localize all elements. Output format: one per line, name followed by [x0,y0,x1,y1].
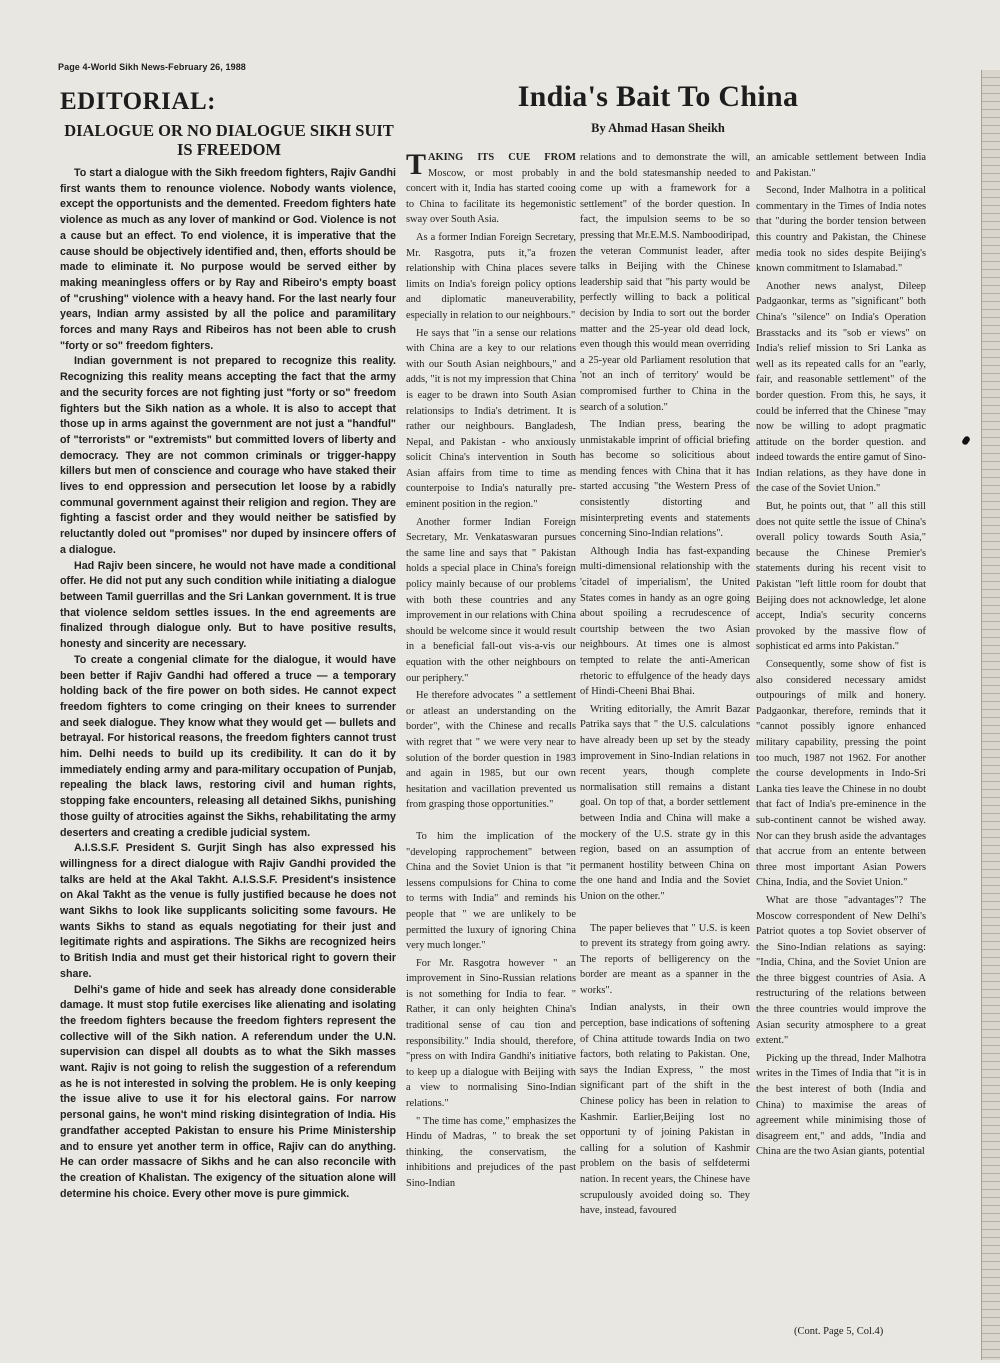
article-paragraph: relations and to demonstrate the will, and the bold statesmanship needed to come up with a framework for a settlement" of the border question. In fact, the impulsion seems to be so pressing that Mr.E.M.S. Namboodiripad, the veteran Communist leader, after talks in Beijing with the Chinese leadership said that "his party would be perfectly willing to back a political decision by India to sort out the border matter and the 25-year old dead lock, even though this would mean overriding a 25-year old Parliament resolution that 'not an inch of territory' would be compromised further to China in the search of a solution." [580,152,750,413]
editorial-paragraph: To start a dialogue with the Sikh freedom fighters, Rajiv Gandhi first wants them to renounce violence. Nobody wants violence, except the opportunists and the demented. Freedom fighters hate violence as much as any lover of mankind or God. Violence is not a cause but an effect. To end violence, it is imperative that the cause should be objectively identified and, then, efforts should be made to eliminate it. No purpose would be served either by making meaningless offers or by Ray and Ribeiro's empty boast of "crushing" violence with a heavy hand. For the last nearly four years, Indian army assisted by all the police and paramilitary forces and many Rays and Ribeiros has not been able to crush "forty or so" freedom fighters. [60,167,396,352]
editorial-paragraph: Indian government is not prepared to recognize this reality. Recognizing this reality means accepting the fact that the army and the security forces are not fighting just "forty or so" freedom fighters but the Sikh nation as a whole. It is also to accept that those up in arms against the government are not just a "handful" of "terrorists" or "extremists" but committed lovers of liberty and democracy. They are not common criminals or trigger-happy killers but men of conscience and courage who have staked their lives to end oppression and persecution let loose by a rabidly communal government against their religion and region. They are fighting a fascist order and they would neither be satisfied by reluctantly doled out "promises" nor duped by insincere offers of a dialogue. [60,355,396,556]
article-paragraph: " The time has come," emphasizes the Hindu of Madras, " to break the set thinking, the conservatism, the inhibitions and prejudices of the past Sino-Indian [406,1115,576,1189]
article-byline: By Ahmad Hasan Sheikh [591,121,725,135]
article-paragraph: Although India has fast-expanding multi-dimensional relationship with the 'citadel of imperialism', the United States comes in handy as an ogre going about spoiling a recrudescence of courtship between the two Asian neighbours. At times one is almost tempted to relate the anti-American rhetoric to effulgence of the heady days of Hindi-Cheeni Bhai Bhai. [580,545,750,698]
article-paragraph: For Mr. Rasgotra however " an improvement in Sino-Russian relations is not something for India to fear. " Rather, it can only heighten China's traditional sense of cau tion and responsibility." India should, therefore, "press on with Indira Gandhi's initiative to keep up a dialogue with Beijing with a view to normalising Sino-Indian relations." [406,957,576,1110]
article-paragraph: Indian analysts, in their own perception, base indications of softening of China attitude towards India on two factors, both relating to Pakistan. One, says the Indian Express, " the most significant part of the shift in the Chinese policy has been in relation to Kashmir. Earlier,Beijing lost no opportuni ty of joining Pakistan in calling for a solution of Kashmir problem on the basis of selfdetermi nation. In recent years, the Chinese have scrupulously avoided doing so. They have, instead, favoured [580,1002,750,1217]
editorial-paragraph: Delhi's game of hide and seek has already done considerable damage. It must stop futile exercises like alienating and isolating the freedom fighters because the freedom fighters represent the collective will of the Sikh nation. A referendum under the U.N. supervision can dispel all doubts as to what the Sikh masses want. Rajiv is not going to relish the suggestion of a referendum as he is not interested in solving the problem. He is only keeping the issue alive to use it for his electoral gains. For narrow personal gains, he won't mind risking disintegration of India. His grandfather accepted Pakistan to ensure his Prime Ministership and to ensure yet another term in office, Rajiv can do anything. He can order massacre of Sikhs and he can also reconcile with the creation of Khalistan. The exigency of the situation alone will determine his choice. Every other move is pure gimmick. [60,983,396,1200]
ink-mark [961,435,971,446]
article-column-2 [580,150,750,1221]
article-paragraph: Moscow, or most probably in concert with it, India has started cooing to China to facilitate its hegemonistic sway over South Asia. [406,167,576,226]
article-paragraph: The Indian press, bearing the unmistakable imprint of official briefing has become so solicitious about mending fences with China that it has started accusing "the Western Press of consistently distorting and misinterpreting events and statements concerning Sino-Indian relations". [580,419,750,540]
editorial-body [60,166,396,1202]
article-paragraph: Another news analyst, Dileep Padgaonkar, terms as "significant" both China's "silence" on India's Operation Brasstacks and its "sob er views" on India's relief mission to Sri Lanka as well as its repeated calls for an "early, fair, and reasonable settlement" of the border question. From this, he says, it could be inferred that the Chinese "may now be willing to adopt pragmatic attitude on the border question. and indeed towards the entire gamut of Sino-Indian relations, as they have done in the case of the Soviet Union." [756,280,926,495]
article-paragraph: Another former Indian Foreign Secretary, Mr. Venkataswaran pursues the same line and says that " Pakistan holds a special place in China's foreign policy mainly because of our problems with both these countries and any improvement in our relations with China should be welcome since it would result in a beneficial fall-out vis-a-vis our equation with the other neighbours on our periphery." [406,516,576,684]
continuation-note: (Cont. Page 5, Col.4) [794,1326,884,1337]
article-paragraph: To him the implication of the "developing rapprochement" between China and the Soviet Union is that "it lessens compulsions for China to come to terms with India" and reminds his people that " we are unlikely to be permitted the luxury of ignoring China very much longer." [406,830,576,952]
article-paragraph: Second, Inder Malhotra in a political commentary in the Times of India notes that "during the border tension between this country and Pakistan, the Chinese media took no sides despite Beijing's known commitment to Islamabad." [756,185,926,275]
article-paragraph: As a former Indian Foreign Secretary, Mr. Rasgotra, puts it,"a frozen relationship with China places severe limits on India's foreign policy options and diplomatic maneuverability, especially in relation to our neighbours." [406,231,576,321]
article-paragraph: Writing editorially, the Amrit Bazar Patrika says that " the U.S. calculations have already been up set by the steady improvement in Sino-Indian relations in recent years, though complete normalisation still remains a distant goal. On top of that, a border settlement between India and China will make a mockery of the U.S. strate gy in this region, based on an assumption of permanent hostility between China on the one hand and India and the Soviet Union on the other." [580,703,750,902]
article-paragraph: But, he points out, that " all this still does not quite settle the issue of China's overall policy towards South Asia," because the Chinese Premier's statements during his recent visit to Pakistan "left little room for doubt that Beijing does not acknowledge, let alone accept, India's security concerns provoked by the massive flow of sophisticat ed arms into Pakistan." [756,501,926,653]
page-header: Page 4-World Sikh News-February 26, 1988 [58,62,246,72]
editorial-heading: EDITORIAL: [60,88,216,115]
editorial-paragraph: Had Rajiv been sincere, he would not have made a conditional offer. He did not put any such condition while initiating a dialogue between Tamil guerrillas and the Sri Lankan government. It is true that violence seldom settles issues. In the end agreements are finalized through dialogue only. But to have positive results, honesty and sincerity are necessary. [60,559,396,651]
article-column-1 [406,150,576,1194]
article-column-3 [756,150,926,1162]
article-title: India's Bait To China [517,80,799,113]
article-paragraph: Consequently, some show of fist is also considered necessary amidst outpourings of milk and honery. Padgaonkar, therefore, reminds that it "cannot possibly ignore enhanced military capability, pressing the point too much, 1987 not 1962. For another the course developments in Indo-Sri Lanka ties leave the Chinese in no doubt that fact of India's pre-eminence in the sub-continent cannot be wished away. Nor can they brush aside the advantages that accrue from an entente between three most important Asian Powers China, India, and the Soviet Union." [756,659,926,889]
article-paragraph: He says that "in a sense our relations with China are a key to our relations with our South Asian neighbours," and adds, "it is not my impression that China is eager to be drawn into South Asian relationsips to India's detriment. It is rather our neighbours. Bangladesh, Nepal, and Pakistan - who anxiously solicit China's intervention in South Asian affairs from time to time as counterpoise to India's naturally pre-eminent position in the region." [406,327,576,511]
article-paragraph: The paper believes that " U.S. is keen to prevent its strategy from going awry. The reports of belligerency on the border are meant as a spanner in the works". [580,922,750,996]
page-binding-edge [981,70,1000,1360]
article-paragraph: He therefore advocates " a settlement or atleast an understanding on the border", with the Chinese and recalls with regret that " we were very near to solution of the border question in 1983 and again in 1985, but our own hesitation and vacillation prevented us from grasping those opportunities." [406,690,576,811]
article-paragraph: What are those "advantages"? The Moscow correspondent of New Delhi's Patriot quotes a top Soviet observer of the Sino-Indian relations as saying: "India, China, and the Soviet Union are the three biggest countries of Asia. A restructuring of the relations between the three countries would improve the Asian security atmosphere to a great extent." [756,894,926,1047]
lead-caps: AKING ITS CUE FROM [428,152,576,163]
editorial-subheading: DIALOGUE OR NO DIALOGUE SIKH SUIT IS FREEDOM [64,121,394,159]
article-paragraph: Picking up the thread, Inder Malhotra writes in the Times of India that "it is in the best interest of both (India and China) to maximise the areas of agreement while minimising those of disagreem ent," and adds, "India and China are the two Asian giants, potential [756,1052,926,1158]
article-paragraph: an amicable settlement between India and Pakistan." [756,152,926,179]
drop-cap: T [406,148,427,181]
editorial-paragraph: To create a congenial climate for the dialogue, it would have been better if Rajiv Gandhi had offered a truce — a temporary holding back of the fire power on both sides. He cannot expect freedom fighters to come cringing on their knees to surrender and seek dialogue. They know what they would get — bullets and betrayal. For historical reasons, the freedom fighters cannot trust him. Delhi needs to build up its credibility. It can do it by immediately ending army and para-military occupation of Punjab, repealing the black laws, restoring civil and human rights, stopping fake encounters, releasing all detained Sikhs, punishing those guilty of atrocities against the Sikhs, rehabilitating the army deserters and creating a credible judicial system. [60,653,396,839]
editorial-paragraph: A.I.S.S.F. President S. Gurjit Singh has also expressed his willingness for a direct dialogue with Rajiv Gandhi provided the talks are held at the Akal Takht. A.I.S.S.F. President's insistence on Akal Takht as the venue is fully justified because he does not want Sikhs to look like supplicants soliciting some favours. He wants Sikhs to stand as equals negotiating for their just and legitimate rights and aspirations. The Sikhs are recognized heirs to British India and must get their historical right to govern their share. [60,842,396,980]
